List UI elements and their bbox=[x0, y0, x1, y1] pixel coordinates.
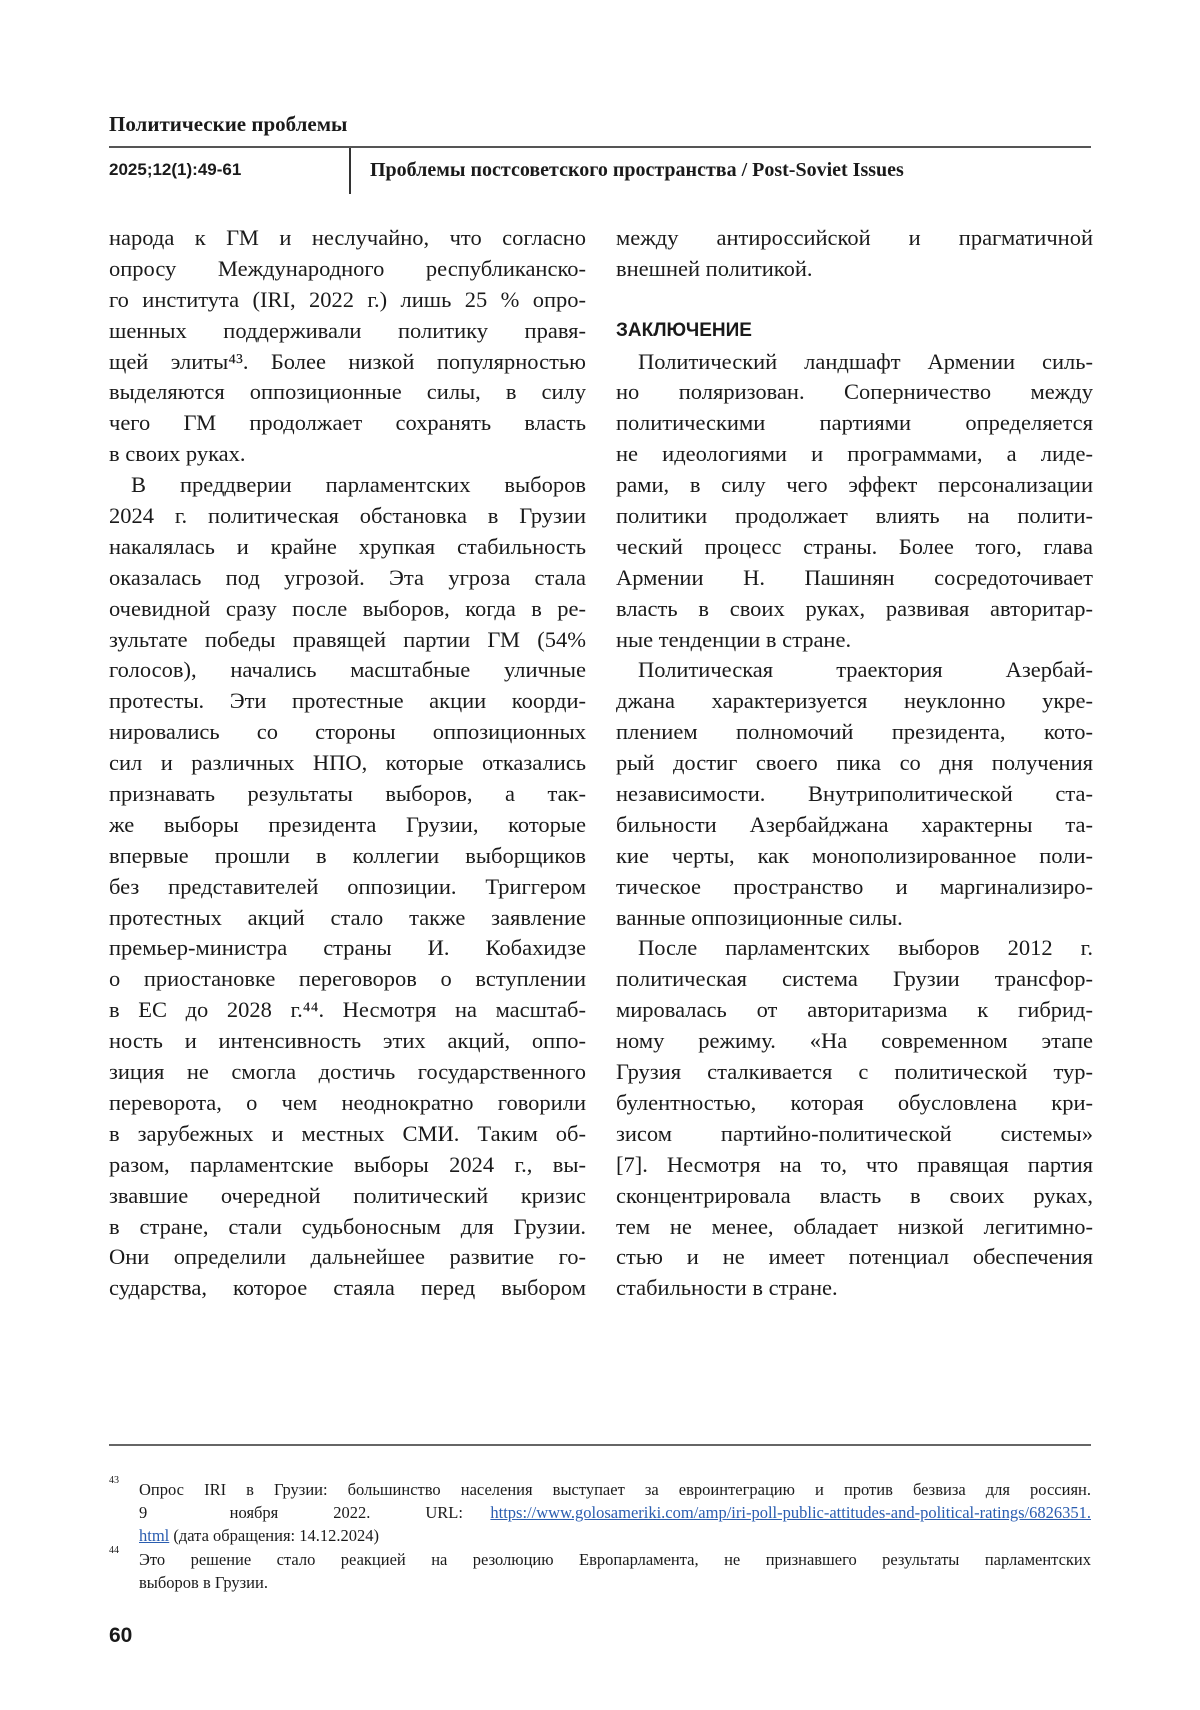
section-title: Политические проблемы bbox=[109, 112, 347, 137]
text-line: Они определили дальнейшее развитие го- bbox=[109, 1242, 586, 1273]
text-line: чего ГМ продолжает сохранять власть bbox=[109, 408, 586, 439]
text-line: нировались со стороны оппозиционных bbox=[109, 717, 586, 748]
footnote-url-link-continued[interactable]: html bbox=[139, 1526, 169, 1545]
footnote-number: 44 bbox=[109, 1545, 119, 1556]
access-date: (дата обращения: 14.12.2024) bbox=[169, 1526, 379, 1545]
text-line: политики продолжает влиять на полити- bbox=[616, 501, 1093, 532]
text-line: голосов), начались масштабные уличные bbox=[109, 655, 586, 686]
footnote-line: выборов в Грузии. bbox=[139, 1571, 1091, 1594]
text-line: же выборы президента Грузии, которые bbox=[109, 810, 586, 841]
text-line: выделяются оппозиционные силы, в силу bbox=[109, 377, 586, 408]
text-line: Политический ландшафт Армении силь- bbox=[616, 347, 1093, 378]
text-line: но поляризован. Соперничество между bbox=[616, 377, 1093, 408]
text-line: накалялась и крайне хрупкая стабильность bbox=[109, 532, 586, 563]
text-line: 2024 г. политическая обстановка в Грузии bbox=[109, 501, 586, 532]
text-line: внешней политикой. bbox=[616, 254, 1093, 285]
footnote-line bbox=[139, 1524, 1091, 1547]
text-line: В преддверии парламентских выборов bbox=[109, 470, 586, 501]
footnote-line bbox=[139, 1501, 1091, 1524]
header-vertical-divider bbox=[349, 148, 351, 194]
text-line: зисом партийно-политической системы» bbox=[616, 1119, 1093, 1150]
text-line: премьер-министра страны И. Кобахидзе bbox=[109, 933, 586, 964]
header-divider bbox=[109, 146, 1091, 148]
footnote-43 bbox=[109, 1478, 1091, 1547]
right-column bbox=[616, 223, 1093, 1304]
text-line: протесты. Эти протестные акции коорди- bbox=[109, 686, 586, 717]
text-line: Армении Н. Пашинян сосредоточивает bbox=[616, 563, 1093, 594]
text-line: о приостановке переговоров о вступлении bbox=[109, 964, 586, 995]
footnote-text: 9 ноября 2022. URL: bbox=[139, 1503, 490, 1522]
text-line: Политическая траектория Азербай- bbox=[616, 655, 1093, 686]
issue-citation: 2025;12(1):49-61 bbox=[109, 160, 241, 180]
text-line: тем не менее, обладает низкой легитимно- bbox=[616, 1212, 1093, 1243]
text-line: ванные оппозиционные силы. bbox=[616, 903, 1093, 934]
text-line: бильности Азербайджана характерны та- bbox=[616, 810, 1093, 841]
text-line: признавать результаты выборов, а так- bbox=[109, 779, 586, 810]
text-line: плением полномочий президента, кото- bbox=[616, 717, 1093, 748]
text-line: стью и не имеет потенциал обеспечения bbox=[616, 1242, 1093, 1273]
text-line: народа к ГМ и неслучайно, что согласно bbox=[109, 223, 586, 254]
text-line: в ЕС до 2028 г.⁴⁴. Несмотря на масштаб- bbox=[109, 995, 586, 1026]
blank-line bbox=[616, 285, 1093, 316]
left-column bbox=[109, 223, 586, 1304]
text-line: После парламентских выборов 2012 г. bbox=[616, 933, 1093, 964]
text-line: ность и интенсивность этих акций, оппо- bbox=[109, 1026, 586, 1057]
text-line: зультате победы правящей партии ГМ (54% bbox=[109, 625, 586, 656]
footnote-line: Опрос IRI в Грузии: большинство населения выступает за евроинтеграцию и против безвиза для россиян. bbox=[139, 1478, 1091, 1501]
text-line: рый достиг своего пика со дня получения bbox=[616, 748, 1093, 779]
text-line: Грузия сталкивается с политической тур- bbox=[616, 1057, 1093, 1088]
footnote-44 bbox=[109, 1548, 1091, 1594]
text-line: тическое пространство и маргинализиро- bbox=[616, 872, 1093, 903]
text-line: сконцентрировала власть в своих руках, bbox=[616, 1181, 1093, 1212]
text-line: го института (IRI, 2022 г.) лишь 25 % опро- bbox=[109, 285, 586, 316]
text-line: не идеологиями и программами, а лиде- bbox=[616, 439, 1093, 470]
text-line: оказалась под угрозой. Эта угроза стала bbox=[109, 563, 586, 594]
text-line: стабильности в стране. bbox=[616, 1273, 1093, 1304]
text-line: кие черты, как монополизированное поли- bbox=[616, 841, 1093, 872]
text-line: джана характеризуется неуклонно укре- bbox=[616, 686, 1093, 717]
text-line: впервые прошли в коллегии выборщиков bbox=[109, 841, 586, 872]
text-line: переворота, о чем неоднократно говорили bbox=[109, 1088, 586, 1119]
text-line: звавшие очередной политический кризис bbox=[109, 1181, 586, 1212]
text-line: [7]. Несмотря на то, что правящая партия bbox=[616, 1150, 1093, 1181]
text-line: политическая система Грузии трансфор- bbox=[616, 964, 1093, 995]
text-line: в своих руках. bbox=[109, 439, 586, 470]
text-line: рами, в силу чего эффект персонализации bbox=[616, 470, 1093, 501]
footnote-number: 43 bbox=[109, 1475, 119, 1486]
text-line: щей элиты⁴³. Более низкой популярностью bbox=[109, 347, 586, 378]
text-line: без представителей оппозиции. Триггером bbox=[109, 872, 586, 903]
footnote-line: Это решение стало реакцией на резолюцию Европарламента, не признавшего результаты парламентских bbox=[139, 1548, 1091, 1571]
text-line: шенных поддерживали политику правя- bbox=[109, 316, 586, 347]
text-line: разом, парламентские выборы 2024 г., вы- bbox=[109, 1150, 586, 1181]
text-line: в стране, стали судьбоносным для Грузии. bbox=[109, 1212, 586, 1243]
page-number: 60 bbox=[109, 1624, 132, 1648]
text-line: ные тенденции в стране. bbox=[616, 625, 1093, 656]
text-line: булентностью, которая обусловлена кри- bbox=[616, 1088, 1093, 1119]
text-line: независимости. Внутриполитической ста- bbox=[616, 779, 1093, 810]
text-line: политическими партиями определяется bbox=[616, 408, 1093, 439]
text-line: между антироссийской и прагматичной bbox=[616, 223, 1093, 254]
footnote-divider bbox=[109, 1444, 1091, 1446]
footnote-url-link[interactable]: https://www.golosameriki.com/amp/iri-poll-public-attitudes-and-political-ratings/6826351. bbox=[490, 1503, 1091, 1522]
text-line: опросу Международного республиканско- bbox=[109, 254, 586, 285]
text-line: мировалась от авторитаризма к гибрид- bbox=[616, 995, 1093, 1026]
text-line: протестных акций стало также заявление bbox=[109, 903, 586, 934]
text-line: зиция не смогла достичь государственного bbox=[109, 1057, 586, 1088]
section-heading: ЗАКЛЮЧЕНИЕ bbox=[616, 316, 1093, 347]
text-line: власть в своих руках, развивая авторитар- bbox=[616, 594, 1093, 625]
text-line: ческий процесс страны. Более того, глава bbox=[616, 532, 1093, 563]
text-line: сударства, которое стаяла перед выбором bbox=[109, 1273, 586, 1304]
text-line: ному режиму. «На современном этапе bbox=[616, 1026, 1093, 1057]
text-line: в зарубежных и местных СМИ. Таким об- bbox=[109, 1119, 586, 1150]
text-line: очевидной сразу после выборов, когда в ре- bbox=[109, 594, 586, 625]
journal-title: Проблемы постсоветского пространства / Post-Soviet Issues bbox=[370, 159, 904, 182]
text-line: сил и различных НПО, которые отказались bbox=[109, 748, 586, 779]
